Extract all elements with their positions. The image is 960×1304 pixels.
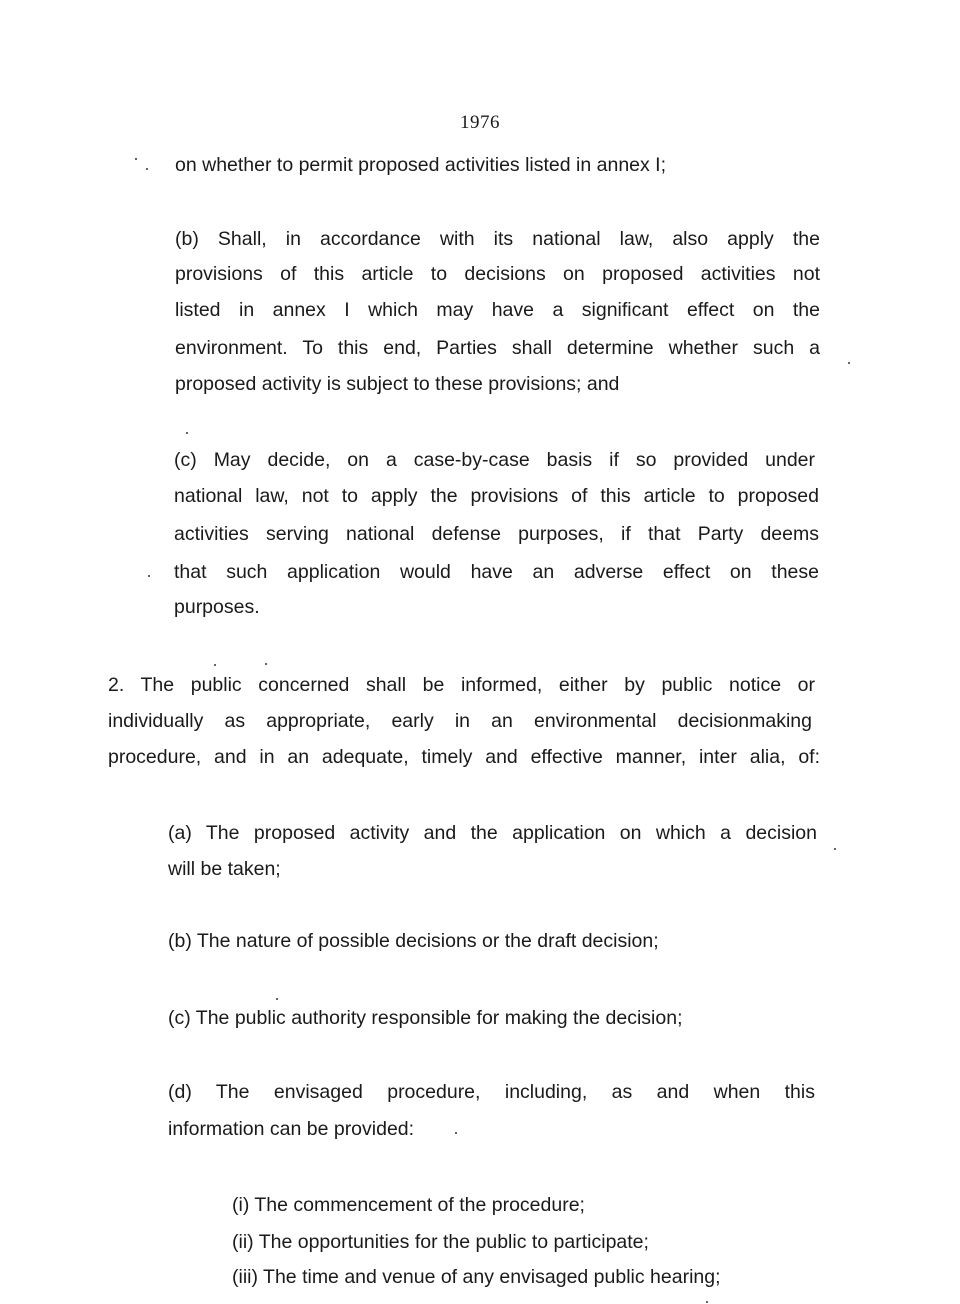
clause-c-line-3: activities serving national defense purposes, if that Party deems — [174, 523, 819, 545]
scan-speck — [848, 362, 850, 364]
paragraph-2-line-2: individually as appropriate, early in an environmental decisionmaking — [108, 710, 812, 732]
item-d-line-1: (d) The envisaged procedure, including, as and when this — [168, 1081, 815, 1103]
scan-speck — [214, 664, 216, 666]
item-c: (c) The public authority responsible for making the decision; — [168, 1007, 683, 1029]
item-a-line-1: (a) The proposed activity and the application on which a decision — [168, 822, 817, 844]
scan-speck — [455, 1132, 457, 1134]
scan-speck — [135, 158, 137, 160]
scan-speck — [186, 432, 188, 434]
subitem-i: (i) The commencement of the procedure; — [232, 1194, 585, 1216]
clause-b-line-1: (b) Shall, in accordance with its national law, also apply the — [175, 228, 820, 250]
clause-b-line-5: proposed activity is subject to these provisions; and — [175, 373, 620, 395]
item-b: (b) The nature of possible decisions or the draft decision; — [168, 930, 659, 952]
clause-c-line-1: (c) May decide, on a case-by-case basis if so provided under — [174, 449, 815, 471]
clause-c-line-5: purposes. — [174, 596, 260, 618]
item-a-line-2: will be taken; — [168, 858, 281, 880]
item-d-line-2: information can be provided: — [168, 1118, 415, 1140]
clause-b-line-3: listed in annex I which may have a significant effect on the — [175, 299, 820, 321]
scan-speck — [148, 575, 150, 577]
paragraph-2-line-1: 2. The public concerned shall be informed, either by public notice or — [108, 674, 815, 696]
continuation-line: on whether to permit proposed activities listed in annex I; — [175, 154, 667, 176]
subitem-iii: (iii) The time and venue of any envisaged public hearing; — [232, 1266, 721, 1288]
subitem-ii: (ii) The opportunities for the public to participate; — [232, 1231, 649, 1253]
scan-speck — [276, 998, 278, 1000]
scan-speck — [834, 848, 836, 850]
paragraph-2-line-3: procedure, and in an adequate, timely and effective manner, inter alia, of: — [108, 746, 820, 768]
clause-b-line-4: environment. To this end, Parties shall determine whether such a — [175, 337, 820, 359]
scan-speck — [706, 1301, 708, 1303]
scan-speck — [265, 663, 267, 665]
clause-c-line-4: that such application would have an adverse effect on these — [174, 561, 819, 583]
clause-b-line-2: provisions of this article to decisions on proposed activities not — [175, 263, 820, 285]
scan-speck — [146, 168, 148, 170]
page-number: 1976 — [460, 112, 500, 133]
clause-c-line-2: national law, not to apply the provisions of this article to proposed — [174, 485, 819, 507]
